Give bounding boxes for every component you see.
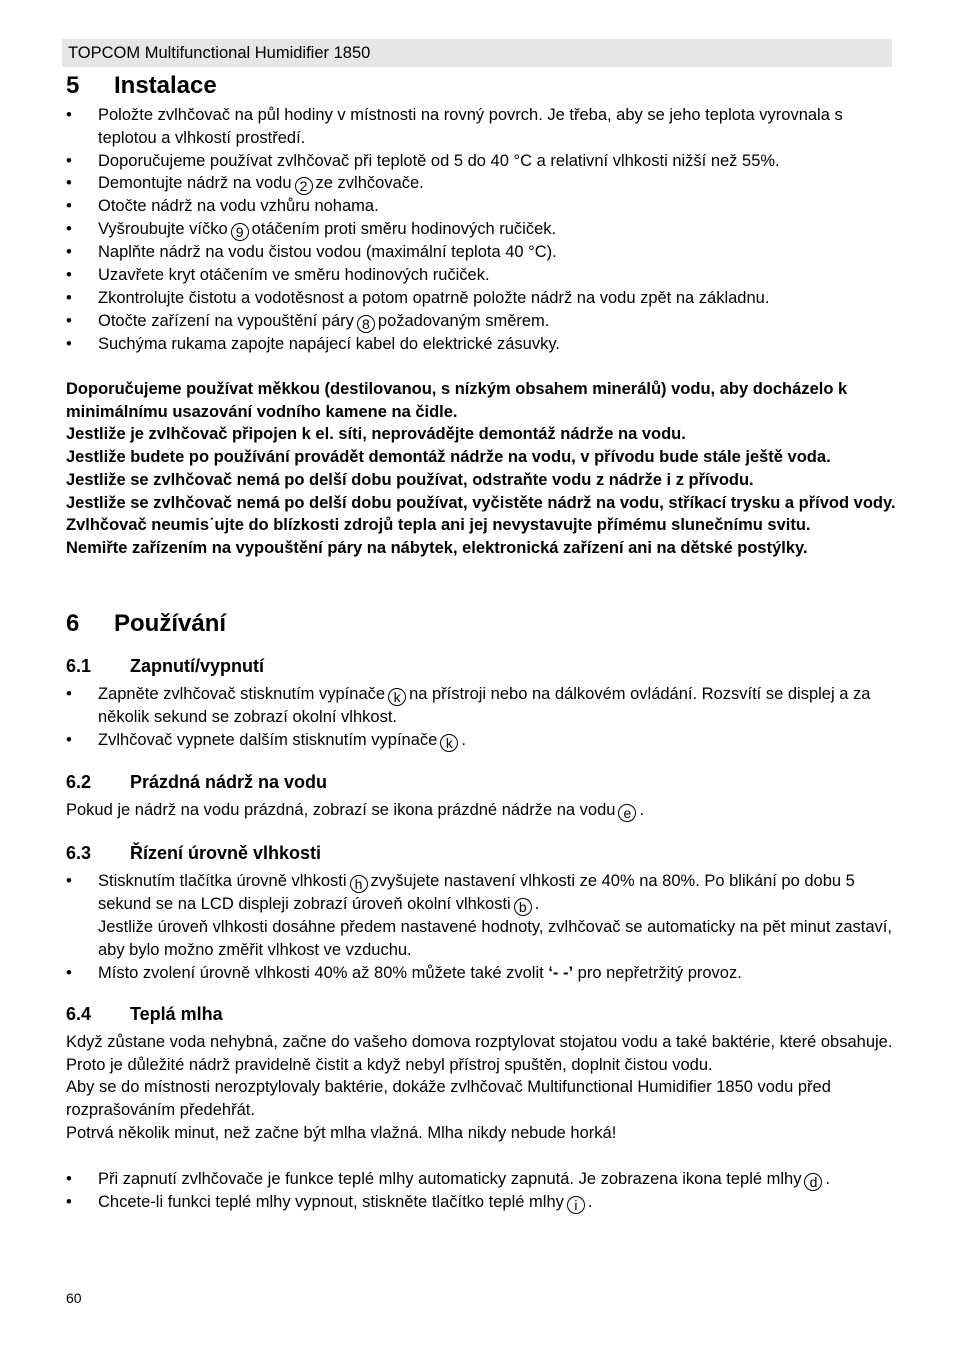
subsection-number: 6.2 <box>66 772 92 792</box>
warning-line: Jestliže se zvlhčovač nemá po delší dobu používat, vyčistěte nádrž na vodu, stříkací trysku a přívod vody. <box>66 493 896 512</box>
list-item-text: Místo zvolení úrovně vlhkosti 40% až 80% můžete také zvolit <box>98 963 544 982</box>
section-number: 6 <box>66 610 80 637</box>
warning-line: Doporučujeme používat měkkou (destilovanou, s nízkým obsahem minerálů) vodu, aby docházelo k minimálnímu usazování vodního kamene na čidle. <box>66 380 848 421</box>
list-item <box>66 683 896 729</box>
on-off-steps <box>66 683 896 752</box>
section-title: Používání <box>114 610 227 637</box>
subsection-title: Prázdná nádrž na vodu <box>130 772 328 792</box>
empty-tank-text <box>66 799 896 822</box>
power-button-k-icon: k <box>440 734 458 752</box>
list-item-text: pro nepřetržitý provoz. <box>577 963 742 982</box>
warm-mist-steps <box>66 1168 896 1214</box>
list-item <box>66 1168 896 1191</box>
list-item-text: Suchýma rukama zapojte napájecí kabel do elektrické zásuvky. <box>98 334 560 353</box>
paragraph-text: Potrvá několik minut, než začne být mlha vlažná. Mlha nikdy nebude horká! <box>66 1123 617 1142</box>
warning-line: Jestliže se zvlhčovač nemá po delší dobu používat, odstraňte vodu z nádrže i z přívodu. <box>66 470 754 489</box>
list-item-text: Jestliže úroveň vlhkosti dosáhne předem nastavené hodnoty, zvlhčovač se automaticky na pět minut zastaví, aby bylo možno změřit vlhkost ve vzduchu. <box>98 918 892 959</box>
list-item-text: Otočte nádrž na vodu vzhůru nohama. <box>98 197 379 216</box>
list-item-text: otáčením proti směru hodinových ručiček. <box>251 220 557 239</box>
subsection-number: 6.3 <box>66 843 92 863</box>
list-item-text: Vyšroubujte víčko <box>98 220 228 239</box>
page-number: 60 <box>66 1290 82 1306</box>
warning-line: Jestliže je zvlhčovač připojen k el. síti, neprovádějte demontáž nádrže na vodu. <box>66 425 686 444</box>
installation-steps <box>66 104 896 355</box>
list-item <box>66 729 896 752</box>
list-item-text: . <box>534 895 540 913</box>
list-item-text: . <box>461 730 466 749</box>
list-item-text: Při zapnutí zvlhčovače je funkce teplé mlhy automaticky zapnutá. Je zobrazena ikona teplé mlhy <box>98 1170 802 1188</box>
list-item <box>66 287 896 310</box>
continuous-mode-symbol: ‘- -’ <box>548 963 574 982</box>
list-item-text: Naplňte nádrž na vodu čistou vodou (maximální teplota 40 °C). <box>98 243 557 262</box>
power-button-k-icon: k <box>388 688 406 706</box>
list-item <box>66 264 896 287</box>
subsection-title: Teplá mlha <box>130 1004 223 1024</box>
list-item <box>66 962 896 985</box>
paragraph-text: Pokud je nádrž na vodu prázdná, zobrazí se ikona prázdné nádrže na vodu <box>66 801 616 819</box>
humidity-display-b-icon: b <box>514 898 532 916</box>
list-item <box>66 241 896 264</box>
document-header: TOPCOM Multifunctional Humidifier 1850 <box>62 39 892 67</box>
subsection-number: 6.1 <box>66 656 92 676</box>
part-2-icon: 2 <box>295 177 313 195</box>
warm-mist-button-i-icon: i <box>567 1196 585 1214</box>
list-item-text: . <box>825 1170 831 1188</box>
subsection-6-3-heading <box>66 843 321 864</box>
list-item <box>66 150 896 173</box>
paragraph-text: Aby se do místnosti nerozptylovaly baktérie, dokáže zvlhčovač Multifunctional Humidifier 1850 vodu před rozprašováním předehřát. <box>66 1078 831 1120</box>
subsection-6-4-heading <box>66 1004 223 1025</box>
list-item-text: . <box>587 1193 593 1211</box>
warm-mist-description <box>66 1031 896 1145</box>
subsection-number: 6.4 <box>66 1004 92 1024</box>
list-item-text: Chcete-li funkci teplé mlhy vypnout, stiskněte tlačítko teplé mlhy <box>98 1193 564 1211</box>
list-item-text: zvyšujete nastavení vlhkosti ze 40% na 80%. Po blikání po dobu 5 sekund se na LCD displeji zobrazí úroveň okolní vlhkosti <box>98 872 855 913</box>
warning-line: Nemiřte zařízením na vypouštění páry na nábytek, elektronická zařízení ani na dětské postýlky. <box>66 538 808 557</box>
list-item-text: Doporučujeme používat zvlhčovač při teplotě od 5 do 40 °C a relativní vlhkosti nižší než 55%. <box>98 151 780 170</box>
paragraph-text: Když zůstane voda nehybná, začne do vašeho domova rozptylovat stojatou vodu a také baktérie, které obsahuje. Proto je důležité nádrž pravidelně čistit a když nebyl přístroj spuštěn, doplnit čistou vodu. <box>66 1033 893 1074</box>
list-item-text: na přístroji nebo na dálkovém ovládání. Rozsvítí se displej a za několik sekund se zobrazí okolní vlhkost. <box>98 685 871 726</box>
part-8-icon: 8 <box>357 315 375 333</box>
list-item-text: Zkontrolujte čistotu a vodotěsnost a potom opatrně položte nádrž na vodu zpět na základnu. <box>98 288 770 307</box>
list-item-text: ze zvlhčovače. <box>315 174 424 193</box>
list-item <box>66 195 896 218</box>
list-item-text: Uzavřete kryt otáčením ve směru hodinových ručiček. <box>98 265 490 284</box>
subsection-6-2-heading <box>66 772 327 793</box>
subsection-title: Zapnutí/vypnutí <box>130 656 264 676</box>
list-item <box>66 870 896 962</box>
list-item <box>66 218 896 241</box>
list-item <box>66 310 896 333</box>
subsection-6-1-heading <box>66 656 264 677</box>
warning-block <box>66 378 896 560</box>
list-item <box>66 104 896 150</box>
subsection-title: Řízení úrovně vlhkosti <box>130 843 322 863</box>
humidity-control-steps <box>66 870 896 984</box>
section-title: Instalace <box>114 72 217 99</box>
list-item-text: Zvlhčovač vypnete dalším stisknutím vypínače <box>98 730 438 749</box>
warning-line: Jestliže budete po používání provádět demontáž nádrže na vodu, v přívodu bude stále ještě voda. <box>66 448 831 467</box>
list-item-text: požadovaným směrem. <box>377 311 550 330</box>
list-item-text: Demontujte nádrž na vodu <box>98 174 292 193</box>
empty-tank-e-icon: e <box>618 804 636 822</box>
list-item <box>66 172 896 195</box>
paragraph-text: . <box>639 801 645 819</box>
humidity-button-h-icon: h <box>350 875 368 893</box>
list-item <box>66 333 896 356</box>
warm-mist-d-icon: d <box>804 1173 822 1191</box>
warning-line: Zvlhčovač neumis˙ujte do blízkosti zdrojů tepla ani jej nevystavujte přímému slunečnímu svitu. <box>66 516 811 535</box>
list-item-text: Stisknutím tlačítka úrovně vlhkosti <box>98 872 347 890</box>
list-item-text: Otočte zařízení na vypouštění páry <box>98 311 354 330</box>
list-item-text: Položte zvlhčovač na půl hodiny v místnosti na rovný povrch. Je třeba, aby se jeho teplota vyrovnala s teplotou a vlhkostí prostředí. <box>98 106 843 147</box>
part-9-icon: 9 <box>231 223 249 241</box>
section-number: 5 <box>66 72 80 99</box>
list-item <box>66 1191 896 1214</box>
section-5-heading <box>66 72 217 100</box>
section-6-heading <box>66 610 226 638</box>
list-item-text: Zapněte zvlhčovač stisknutím vypínače <box>98 685 386 703</box>
